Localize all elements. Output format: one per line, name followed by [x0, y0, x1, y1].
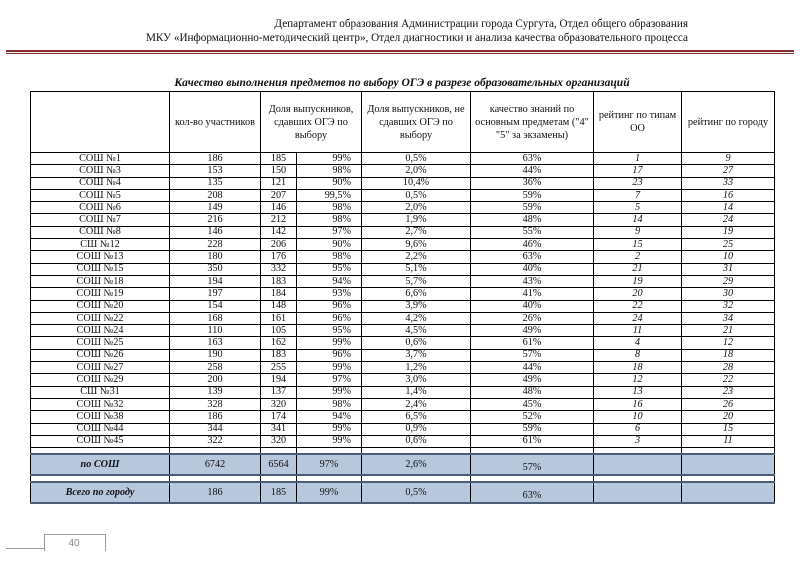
cell-quality: 49%: [471, 325, 594, 337]
cell-rank-city: 9: [682, 153, 775, 165]
cell-failed-pct: 5,1%: [362, 263, 471, 275]
cell-school: СОШ №15: [31, 263, 170, 275]
cell-participants: 163: [170, 337, 261, 349]
cell-school: СОШ №8: [31, 226, 170, 238]
table-row: [31, 386, 775, 398]
cell-participants: 228: [170, 239, 261, 251]
header-quality: качество знаний по основным предметам ("4" "5" за экзамены): [471, 92, 594, 153]
totals-passed-pct: 99%: [297, 482, 362, 503]
cell-failed-pct: 2,2%: [362, 251, 471, 263]
cell-rank-type: 7: [594, 189, 682, 201]
table-row: [31, 423, 775, 435]
cell-participants: 322: [170, 435, 261, 447]
cell-passed-pct: 98%: [297, 165, 362, 177]
cell-rank-type: 22: [594, 300, 682, 312]
cell-school: СОШ №44: [31, 423, 170, 435]
table-row: [31, 189, 775, 201]
cell-rank-city: 34: [682, 312, 775, 324]
cell-failed-pct: 1,2%: [362, 362, 471, 374]
cell-quality: 61%: [471, 337, 594, 349]
table-row: [31, 226, 775, 238]
table-row: [31, 288, 775, 300]
cell-passed: 207: [261, 189, 297, 201]
cell-rank-city: 12: [682, 337, 775, 349]
footer-rule: [6, 548, 44, 549]
cell-quality: 48%: [471, 386, 594, 398]
totals-label: по СОШ: [31, 454, 170, 475]
table-row: [31, 214, 775, 226]
table-row: [31, 337, 775, 349]
totals-quality: 57%: [471, 454, 594, 475]
page-number: 40: [68, 538, 80, 549]
cell-participants: 197: [170, 288, 261, 300]
cell-failed-pct: 0,6%: [362, 337, 471, 349]
cell-passed: 150: [261, 165, 297, 177]
cell-school: СОШ №13: [31, 251, 170, 263]
cell-quality: 36%: [471, 177, 594, 189]
totals-label: Всего по городу: [31, 482, 170, 503]
cell-passed: 185: [261, 153, 297, 165]
cell-failed-pct: 5,7%: [362, 275, 471, 287]
cell-rank-city: 20: [682, 411, 775, 423]
table-header-row: [31, 92, 775, 153]
cell-rank-city: 16: [682, 189, 775, 201]
cell-participants: 344: [170, 423, 261, 435]
cell-passed: 341: [261, 423, 297, 435]
cell-rank-city: 22: [682, 374, 775, 386]
cell-passed: 212: [261, 214, 297, 226]
cell-rank-type: 13: [594, 386, 682, 398]
cell-failed-pct: 4,5%: [362, 325, 471, 337]
header-center: МКУ «Информационно-методический центр», Отдел диагностики и анализа качества образовательного процесса: [145, 32, 688, 44]
cell-passed-pct: 96%: [297, 349, 362, 361]
cell-participants: 110: [170, 325, 261, 337]
cell-quality: 41%: [471, 288, 594, 300]
cell-quality: 43%: [471, 275, 594, 287]
cell-rank-city: 25: [682, 239, 775, 251]
cell-failed-pct: 0,6%: [362, 435, 471, 447]
cell-rank-type: 18: [594, 362, 682, 374]
cell-participants: 350: [170, 263, 261, 275]
totals-quality: 63%: [471, 482, 594, 503]
cell-rank-city: 24: [682, 214, 775, 226]
cell-quality: 44%: [471, 362, 594, 374]
totals-participants: 186: [170, 482, 261, 503]
cell-rank-city: 29: [682, 275, 775, 287]
cell-participants: 208: [170, 189, 261, 201]
header-department: Департамент образования Администрации города Сургута, Отдел общего образования: [274, 18, 688, 30]
cell-school: СОШ №7: [31, 214, 170, 226]
cell-quality: 48%: [471, 214, 594, 226]
totals-passed: 6564: [261, 454, 297, 475]
cell-school: СОШ №25: [31, 337, 170, 349]
cell-passed: 255: [261, 362, 297, 374]
cell-quality: 44%: [471, 165, 594, 177]
cell-failed-pct: 0,5%: [362, 153, 471, 165]
totals-rank-city: [682, 482, 775, 503]
cell-failed-pct: 3,7%: [362, 349, 471, 361]
totals-participants: 6742: [170, 454, 261, 475]
cell-passed: 332: [261, 263, 297, 275]
cell-quality: 59%: [471, 202, 594, 214]
cell-school: СОШ №45: [31, 435, 170, 447]
cell-passed: 194: [261, 374, 297, 386]
cell-passed: 105: [261, 325, 297, 337]
table-row: [31, 263, 775, 275]
cell-participants: 186: [170, 153, 261, 165]
cell-rank-city: 23: [682, 386, 775, 398]
cell-school: СОШ №32: [31, 398, 170, 410]
cell-quality: 63%: [471, 251, 594, 263]
cell-failed-pct: 2,7%: [362, 226, 471, 238]
cell-rank-type: 21: [594, 263, 682, 275]
cell-passed: 137: [261, 386, 297, 398]
spacer-row: [31, 475, 775, 482]
table-row: [31, 177, 775, 189]
cell-rank-type: 20: [594, 288, 682, 300]
cell-passed-pct: 96%: [297, 312, 362, 324]
cell-rank-city: 21: [682, 325, 775, 337]
cell-school: СОШ №1: [31, 153, 170, 165]
table-row: [31, 153, 775, 165]
cell-rank-city: 11: [682, 435, 775, 447]
cell-school: СШ №31: [31, 386, 170, 398]
cell-school: СОШ №6: [31, 202, 170, 214]
cell-quality: 45%: [471, 398, 594, 410]
table-row: [31, 411, 775, 423]
cell-participants: 258: [170, 362, 261, 374]
cell-rank-type: 19: [594, 275, 682, 287]
cell-rank-type: 3: [594, 435, 682, 447]
cell-quality: 59%: [471, 189, 594, 201]
header-school: [31, 92, 170, 153]
table-row: [31, 300, 775, 312]
cell-quality: 59%: [471, 423, 594, 435]
table-row: [31, 312, 775, 324]
table-row: [31, 325, 775, 337]
cell-failed-pct: 0,5%: [362, 189, 471, 201]
cell-school: СОШ №5: [31, 189, 170, 201]
header-rule-thick: [6, 50, 794, 52]
cell-failed-pct: 2,0%: [362, 202, 471, 214]
cell-participants: 135: [170, 177, 261, 189]
cell-rank-type: 16: [594, 398, 682, 410]
header-passed-share: Доля выпускников, сдавших ОГЭ по выбору: [261, 92, 362, 153]
cell-passed: 162: [261, 337, 297, 349]
cell-rank-type: 24: [594, 312, 682, 324]
cell-failed-pct: 2,4%: [362, 398, 471, 410]
cell-passed: 320: [261, 435, 297, 447]
table-body: [31, 153, 775, 448]
cell-quality: 40%: [471, 300, 594, 312]
cell-rank-city: 27: [682, 165, 775, 177]
cell-school: СОШ №18: [31, 275, 170, 287]
cell-rank-type: 10: [594, 411, 682, 423]
table-totals: [31, 448, 775, 504]
cell-failed-pct: 9,6%: [362, 239, 471, 251]
cell-passed-pct: 99%: [297, 153, 362, 165]
cell-school: СШ №12: [31, 239, 170, 251]
totals-failed-pct: 2,6%: [362, 454, 471, 475]
cell-school: СОШ №22: [31, 312, 170, 324]
cell-rank-type: 11: [594, 325, 682, 337]
cell-quality: 55%: [471, 226, 594, 238]
cell-rank-city: 26: [682, 398, 775, 410]
cell-passed-pct: 99%: [297, 362, 362, 374]
cell-passed-pct: 99%: [297, 423, 362, 435]
results-table: [30, 91, 775, 504]
cell-passed-pct: 93%: [297, 288, 362, 300]
cell-rank-city: 14: [682, 202, 775, 214]
cell-passed-pct: 98%: [297, 251, 362, 263]
cell-failed-pct: 0,9%: [362, 423, 471, 435]
cell-rank-type: 8: [594, 349, 682, 361]
cell-passed-pct: 97%: [297, 374, 362, 386]
cell-rank-city: 15: [682, 423, 775, 435]
table-row: [31, 435, 775, 447]
cell-passed-pct: 94%: [297, 275, 362, 287]
header-rank-city: рейтинг по городу: [682, 92, 775, 153]
cell-school: СОШ №29: [31, 374, 170, 386]
cell-participants: 190: [170, 349, 261, 361]
cell-participants: 154: [170, 300, 261, 312]
cell-passed: 206: [261, 239, 297, 251]
cell-passed-pct: 98%: [297, 202, 362, 214]
table-row: [31, 275, 775, 287]
totals-passed-pct: 97%: [297, 454, 362, 475]
cell-school: СОШ №4: [31, 177, 170, 189]
cell-failed-pct: 1,4%: [362, 386, 471, 398]
cell-rank-type: 15: [594, 239, 682, 251]
cell-rank-type: 12: [594, 374, 682, 386]
cell-passed-pct: 96%: [297, 300, 362, 312]
cell-participants: 168: [170, 312, 261, 324]
table-row: [31, 349, 775, 361]
cell-passed: 121: [261, 177, 297, 189]
cell-rank-type: 9: [594, 226, 682, 238]
cell-rank-city: 33: [682, 177, 775, 189]
cell-rank-type: 23: [594, 177, 682, 189]
cell-quality: 46%: [471, 239, 594, 251]
cell-school: СОШ №26: [31, 349, 170, 361]
cell-failed-pct: 6,6%: [362, 288, 471, 300]
cell-passed: 142: [261, 226, 297, 238]
cell-failed-pct: 3,9%: [362, 300, 471, 312]
cell-participants: 180: [170, 251, 261, 263]
cell-passed: 146: [261, 202, 297, 214]
table-row: [31, 202, 775, 214]
table-caption: Качество выполнения предметов по выбору ОГЭ в разрезе образовательных организаций: [174, 77, 630, 89]
totals-rank-type: [594, 454, 682, 475]
cell-passed-pct: 98%: [297, 214, 362, 226]
table-row: [31, 374, 775, 386]
cell-school: СОШ №27: [31, 362, 170, 374]
cell-passed-pct: 90%: [297, 239, 362, 251]
cell-quality: 61%: [471, 435, 594, 447]
cell-rank-city: 19: [682, 226, 775, 238]
cell-quality: 57%: [471, 349, 594, 361]
cell-rank-city: 10: [682, 251, 775, 263]
cell-failed-pct: 4,2%: [362, 312, 471, 324]
cell-quality: 63%: [471, 153, 594, 165]
totals-row-city: [31, 482, 775, 503]
table-row: [31, 362, 775, 374]
cell-rank-type: 2: [594, 251, 682, 263]
cell-passed: 174: [261, 411, 297, 423]
cell-failed-pct: 1,9%: [362, 214, 471, 226]
cell-school: СОШ №3: [31, 165, 170, 177]
cell-passed-pct: 99%: [297, 337, 362, 349]
header-participants: кол-во участников: [170, 92, 261, 153]
cell-passed-pct: 97%: [297, 226, 362, 238]
cell-quality: 52%: [471, 411, 594, 423]
cell-passed-pct: 99,5%: [297, 189, 362, 201]
cell-passed: 161: [261, 312, 297, 324]
cell-passed: 176: [261, 251, 297, 263]
header-rank-type: рейтинг по типам ОО: [594, 92, 682, 153]
cell-rank-type: 1: [594, 153, 682, 165]
cell-quality: 40%: [471, 263, 594, 275]
cell-rank-type: 14: [594, 214, 682, 226]
cell-passed-pct: 98%: [297, 398, 362, 410]
table-row: [31, 398, 775, 410]
cell-rank-type: 5: [594, 202, 682, 214]
cell-school: СОШ №20: [31, 300, 170, 312]
header-rule-thin: [6, 53, 794, 54]
totals-failed-pct: 0,5%: [362, 482, 471, 503]
cell-passed: 183: [261, 349, 297, 361]
cell-participants: 200: [170, 374, 261, 386]
cell-quality: 49%: [471, 374, 594, 386]
cell-passed: 148: [261, 300, 297, 312]
cell-participants: 146: [170, 226, 261, 238]
cell-rank-city: 30: [682, 288, 775, 300]
cell-rank-city: 18: [682, 349, 775, 361]
cell-quality: 26%: [471, 312, 594, 324]
cell-participants: 149: [170, 202, 261, 214]
table-row: [31, 165, 775, 177]
cell-passed-pct: 99%: [297, 386, 362, 398]
cell-rank-type: 6: [594, 423, 682, 435]
totals-row-schools: [31, 454, 775, 475]
cell-participants: 328: [170, 398, 261, 410]
table-row: [31, 239, 775, 251]
cell-passed: 320: [261, 398, 297, 410]
cell-participants: 194: [170, 275, 261, 287]
cell-participants: 216: [170, 214, 261, 226]
header-failed-share: Доля выпускников, не сдавших ОГЭ по выбору: [362, 92, 471, 153]
cell-rank-city: 28: [682, 362, 775, 374]
cell-participants: 186: [170, 411, 261, 423]
cell-school: СОШ №38: [31, 411, 170, 423]
cell-school: СОШ №24: [31, 325, 170, 337]
cell-rank-type: 4: [594, 337, 682, 349]
cell-passed-pct: 99%: [297, 435, 362, 447]
cell-school: СОШ №19: [31, 288, 170, 300]
totals-rank-type: [594, 482, 682, 503]
table-row: [31, 251, 775, 263]
cell-passed-pct: 90%: [297, 177, 362, 189]
cell-passed-pct: 95%: [297, 325, 362, 337]
cell-rank-type: 17: [594, 165, 682, 177]
cell-failed-pct: 3,0%: [362, 374, 471, 386]
cell-passed: 183: [261, 275, 297, 287]
cell-rank-city: 31: [682, 263, 775, 275]
cell-passed-pct: 94%: [297, 411, 362, 423]
totals-passed: 185: [261, 482, 297, 503]
cell-participants: 153: [170, 165, 261, 177]
cell-failed-pct: 2,0%: [362, 165, 471, 177]
cell-rank-city: 32: [682, 300, 775, 312]
totals-rank-city: [682, 454, 775, 475]
cell-failed-pct: 10,4%: [362, 177, 471, 189]
cell-participants: 139: [170, 386, 261, 398]
cell-passed-pct: 95%: [297, 263, 362, 275]
cell-failed-pct: 6,5%: [362, 411, 471, 423]
cell-passed: 184: [261, 288, 297, 300]
